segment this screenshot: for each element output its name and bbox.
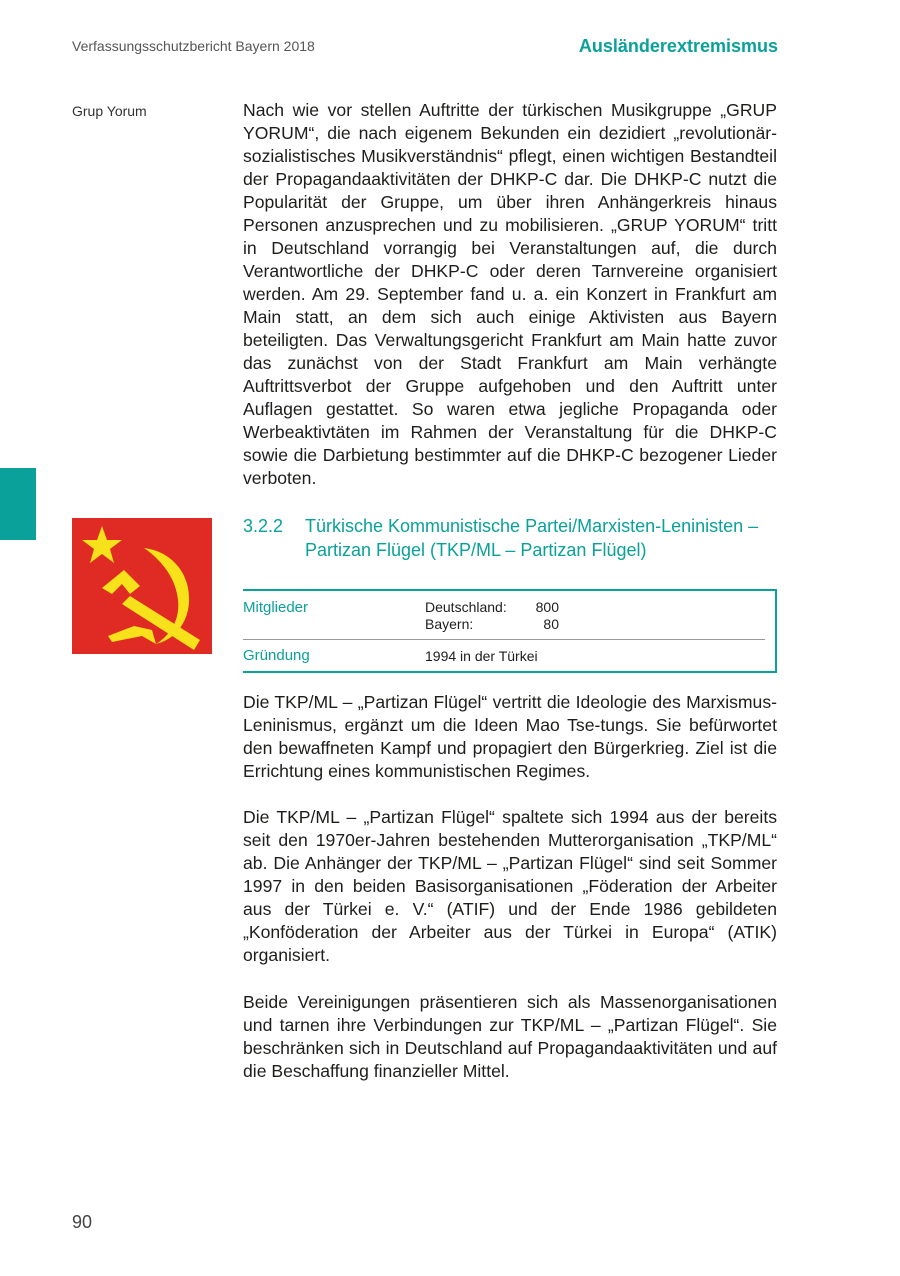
paragraph-history: Die TKP/ML – „Partizan Flügel“ spaltete sich 1994 aus der bereits seit den 1970er-Jahren bestehenden Mutterorganisation „TKP/ML“ ab. Die Anhänger der TKP/ML – „Partizan Flügel“ sind seit Sommer 1997 in den beiden Basisorganisationen „Föderation der Arbeiter aus der Türkei e. V.“ (ATIF) und der Ende 1986 gebildeten „Konföderation der Arbeiter aus der Türkei in Europa“ (ATIK) organisiert. — [243, 807, 777, 965]
germany-members-value: 800 — [535, 599, 559, 615]
paragraph-ideology: Die TKP/ML – „Partizan Flügel“ vertritt die Ideologie des Marxismus-Leninismus, ergänzt um die Ideen Mao Tse-tungs. Sie befürwortet den bewaffneten Kampf und propagiert den Bürgerkrieg. Ziel ist die Errichtung eines kommunistischen Regimes. — [243, 692, 777, 781]
bavaria-members-value: 80 — [543, 616, 559, 632]
paragraph-grup-yorum: Nach wie vor stellen Auftritte der türkischen Musikgruppe „GRUP YORUM“, die nach eigenem Bekunden ein dezidiert „revolutionär-sozialistisches Musikverständnis“ pflegt, einen wichtigen Bestandteil der Propagandaaktivitäten der DHKP-C dar. Die DHKP-C nutzt die Popularität der Gruppe, um über ihren Anhängerkreis hinaus Personen anzusprechen und zu mobilisieren. „GRUP YORUM“ tritt in Deutschland vorrangig bei Veranstaltungen auf, die durch Verantwortliche der DHKP-C oder deren Tarnvereine organisiert werden. Am 29. September fand u. a. ein Konzert in Frankfurt am Main statt, an dem sich auch einige Aktivisten aus Bayern beteiligten. Das Verwaltungsgericht Frankfurt am Main hatte zuvor das zunächst von der Stadt Frankfurt am Main verhängte Auftrittsverbot der Gruppe aufgehoben und den Auftritt unter Auflagen gestattet. So waren etwa jegliche Propaganda oder Werbeaktivtäten im Rahmen der Veranstaltung für die DHKP-C sowie die Darbietung bestimmter auf die DHKP-C bezogener Lieder verboten. — [243, 100, 777, 488]
margin-note: Grup Yorum — [72, 103, 147, 119]
paragraph-organizations: Beide Vereinigungen präsentieren sich als Massenorganisationen und tarnen ihre Verbindungen zur TKP/ML – „Partizan Flügel“. Sie beschränken sich in Deutschland auf Propagandaaktivitäten und auf die Beschaffung finanzieller Mittel. — [243, 992, 777, 1081]
organization-info-box — [243, 589, 777, 673]
founding-label: Gründung — [243, 647, 310, 664]
founding-value: 1994 in der Türkei — [425, 648, 538, 664]
info-box-divider — [243, 639, 765, 640]
chapter-side-tab — [0, 468, 36, 540]
hammer-and-sickle-flag-icon — [72, 518, 212, 654]
bavaria-label: Bayern: — [425, 616, 474, 632]
chapter-title: Ausländerextremismus — [578, 36, 778, 56]
members-label: Mitglieder — [243, 599, 309, 616]
section-title: Türkische Kommunistische Partei/Marxisten-Leninisten – Partizan Flügel (TKP/ML – Partizan Flügel) — [305, 516, 759, 560]
page-number: 90 — [72, 1212, 93, 1232]
germany-label: Deutschland: — [425, 599, 507, 615]
section-number: 3.2.2 — [243, 516, 284, 536]
running-header-title: Verfassungsschutzbericht Bayern 2018 — [72, 38, 315, 54]
